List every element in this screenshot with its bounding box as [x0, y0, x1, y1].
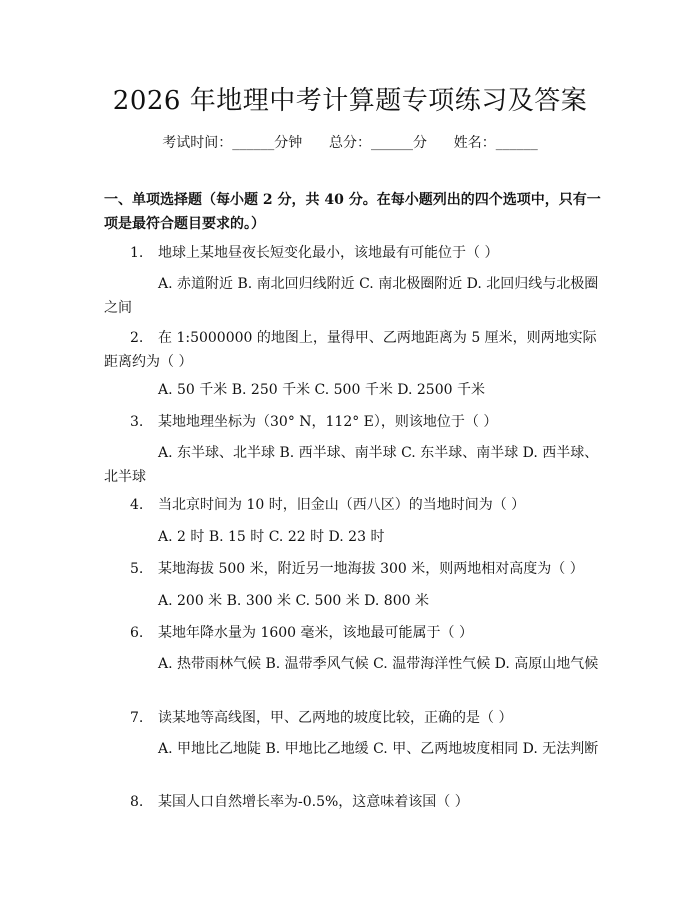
question-options: A. 赤道附近 B. 南北回归线附近 C. 南北极圈附近 D. 北回归线与北极圈之间 — [104, 276, 599, 316]
score-label: 总分： — [329, 135, 371, 151]
time-unit: 分钟 — [274, 135, 303, 151]
question-text: 某地地理坐标为（30° N，112° E），则该地位于（ ） — [158, 414, 498, 430]
page-title: 2026 年地理中考计算题专项练习及答案 — [112, 86, 588, 116]
score-unit: 分 — [413, 135, 427, 151]
exam-meta — [0, 132, 700, 152]
question — [104, 326, 602, 374]
section-heading: 一、单项选择题（每小题 2 分，共 40 分。在每小题列出的四个选项中，只有一项是最符合题目要求的。） — [104, 192, 601, 232]
question — [104, 790, 602, 814]
question-options: A. 200 米 B. 300 米 C. 500 米 D. 800 米 — [158, 593, 429, 609]
name-label: 姓名： — [453, 135, 496, 151]
question — [104, 557, 602, 581]
question-options: A. 东半球、北半球 B. 西半球、南半球 C. 东半球、南半球 D. 西半球、北半球 — [104, 445, 599, 485]
question-text: 某国人口自然增长率为-0.5%，这意味着该国（ ） — [158, 794, 469, 810]
question-number: 5. — [130, 561, 144, 577]
time-blank: ______ — [232, 135, 275, 151]
score-blank: ______ — [371, 135, 413, 151]
question-text: 当北京时间为 10 时，旧金山（西八区）的当地时间为（ ） — [158, 497, 526, 513]
question-options: A. 甲地比乙地陡 B. 甲地比乙地缓 C. 甲、乙两地坡度相同 D. 无法判断 — [158, 741, 599, 757]
question — [104, 493, 602, 517]
question-options: A. 50 千米 B. 250 千米 C. 500 千米 D. 2500 千米 — [158, 382, 485, 398]
question-text: 在 1:5000000 的地图上，量得甲、乙两地距离为 5 厘米，则两地实际距离约为（ ） — [104, 330, 597, 370]
time-label: 考试时间： — [162, 135, 233, 151]
question-number: 3. — [130, 414, 144, 430]
question — [104, 241, 602, 265]
question-text: 读某地等高线图，甲、乙两地的坡度比较，正确的是（ ） — [158, 710, 513, 726]
question — [104, 410, 602, 434]
name-blank: ______ — [495, 135, 538, 151]
question-options: A. 2 时 B. 15 时 C. 22 时 D. 23 时 — [158, 529, 385, 545]
question — [104, 706, 602, 730]
question-options: A. 热带雨林气候 B. 温带季风气候 C. 温带海洋性气候 D. 高原山地气候 — [158, 656, 599, 672]
question-text: 某地年降水量为 1600 毫米，该地最可能属于（ ） — [158, 625, 473, 641]
question — [104, 621, 602, 645]
question-text: 某地海拔 500 米，附近另一地海拔 300 米，则两地相对高度为（ ） — [158, 561, 584, 577]
question-number: 1. — [130, 245, 144, 261]
question-number: 8. — [130, 794, 144, 810]
question-number: 4. — [130, 497, 144, 513]
question-number: 2. — [130, 330, 144, 346]
question-text: 地球上某地昼夜长短变化最小，该地最有可能位于（ ） — [158, 245, 499, 261]
question-number: 7. — [130, 710, 144, 726]
question-number: 6. — [130, 625, 144, 641]
